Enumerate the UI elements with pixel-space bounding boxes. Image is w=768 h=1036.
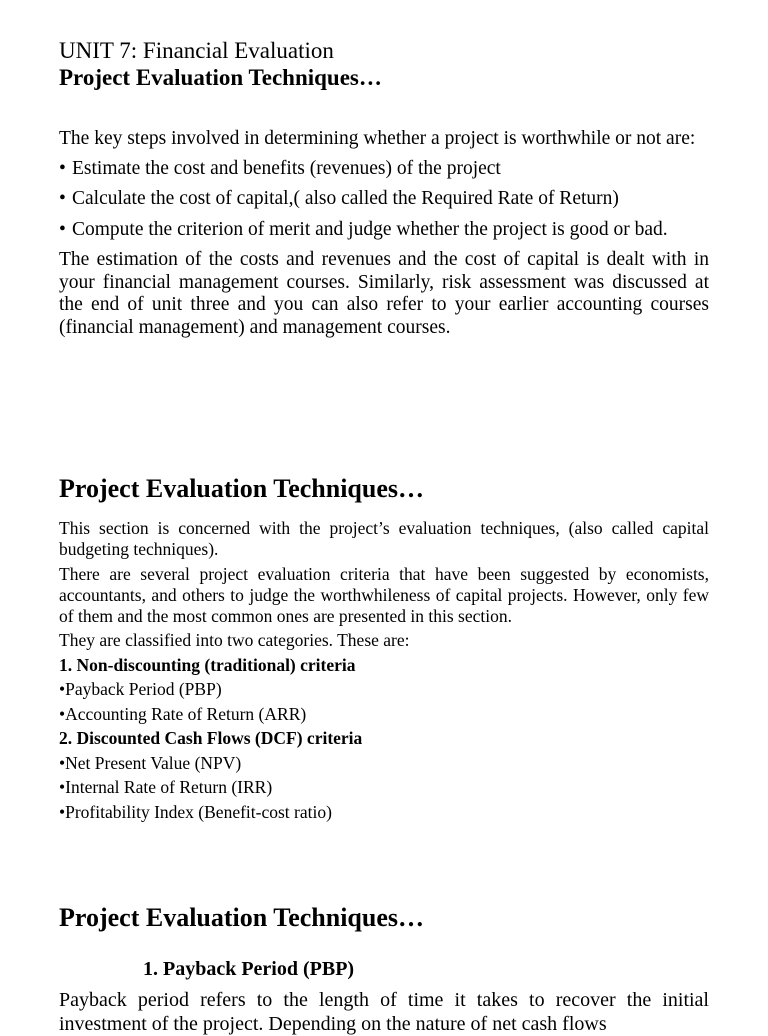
bullet-text: Compute the criterion of merit and judge whether the project is good or bad.	[72, 218, 668, 240]
bullet-icon: •	[59, 188, 66, 209]
unit-title: UNIT 7: Financial Evaluation	[59, 38, 334, 63]
list-item: •Net Present Value (NPV)	[59, 752, 242, 773]
category-heading: 2. Discounted Cash Flows (DCF) criteria	[59, 728, 363, 748]
bullet-text: Calculate the cost of capital,( also called the Required Rate of Return)	[72, 188, 619, 209]
paragraph: Payback period refers to the length of time it takes to recover the initial investment of the project. Depending on the nature of net cash flows	[59, 989, 709, 1035]
paragraph: They are classified into two categories. These are:	[59, 630, 410, 650]
estimation-paragraph: The estimation of the costs and revenues and the cost of capital is dealt with in your financial management courses. Similarly, risk assessment was discussed at the end of unit three and you can also refer to your earlier accounting courses (financial management) and management courses.	[59, 249, 709, 338]
list-item: •Profitability Index (Benefit-cost ratio)	[59, 801, 332, 822]
category-heading: 1. Non-discounting (traditional) criteria	[59, 654, 356, 675]
section-title: Project Evaluation Techniques…	[59, 474, 425, 503]
bullet-text: Estimate the cost and benefits (revenues) of the project	[72, 157, 501, 179]
intro-paragraph: The key steps involved in determining whether a project is worthwhile or not are:	[59, 128, 696, 149]
sub-title: Project Evaluation Techniques…	[59, 65, 382, 90]
list-item	[59, 188, 709, 211]
subsection-heading: 1. Payback Period (PBP)	[143, 958, 355, 980]
intro-section	[59, 128, 709, 339]
list-item: •Accounting Rate of Return (ARR)	[59, 703, 307, 724]
section-title: Project Evaluation Techniques…	[59, 903, 425, 932]
techniques-section	[59, 518, 709, 826]
list-item: •Payback Period (PBP)	[59, 679, 222, 699]
list-item: •Internal Rate of Return (IRR)	[59, 777, 273, 797]
paragraph: This section is concerned with the project’s evaluation techniques, (also called capital budgeting techniques).	[59, 518, 709, 559]
list-item	[59, 219, 709, 242]
list-item	[59, 158, 709, 181]
paragraph: There are several project evaluation criteria that have been suggested by economists, accountants, and others to judge the worthwhileness of capital projects. However, only few of them and the most common ones are presented in this section.	[59, 563, 709, 626]
bullet-icon: •	[59, 218, 66, 240]
bullet-icon: •	[59, 157, 66, 179]
